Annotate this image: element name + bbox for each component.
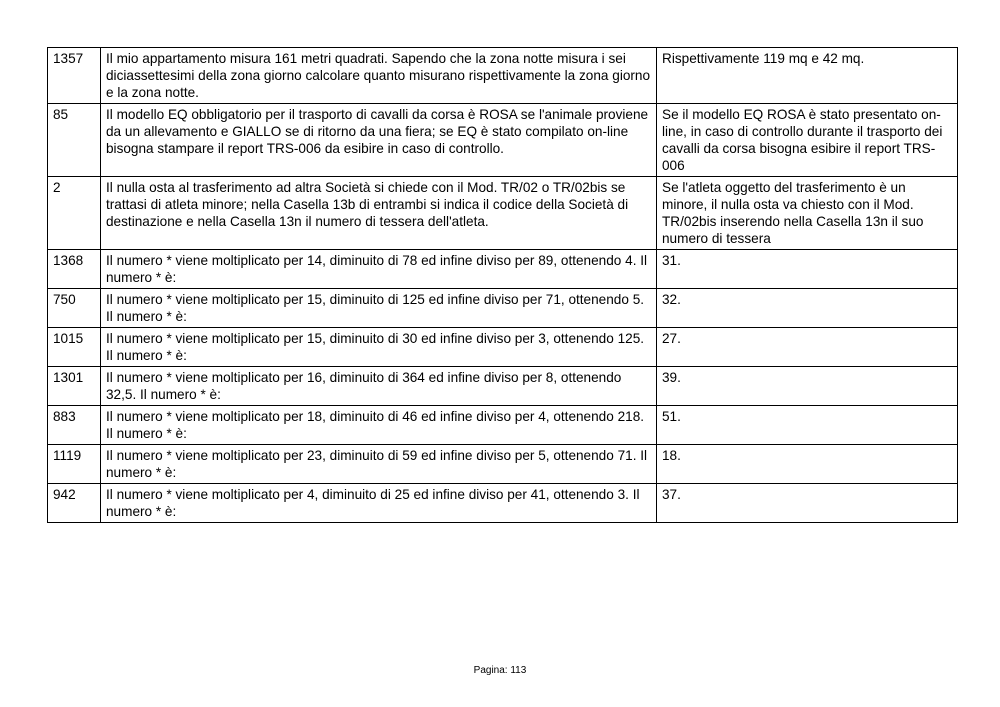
table-row	[48, 367, 958, 406]
question-text-cell: Il nulla osta al trasferimento ad altra Società si chiede con il Mod. TR/02 o TR/02bis se trattasi di atleta minore; nella Casella 13b di entrambi si indica il codice della Società di destinazione e nella Casella 13n il numero di tessera dell'atleta.	[101, 177, 657, 250]
table-row	[48, 250, 958, 289]
question-id-cell: 1301	[48, 367, 101, 406]
table-row	[48, 406, 958, 445]
answer-text-cell: Se il modello EQ ROSA è stato presentato on-line, in caso di controllo durante il trasporto dei cavalli da corsa bisogna esibire il report TRS-006	[657, 104, 958, 177]
question-text-cell: Il numero * viene moltiplicato per 15, diminuito di 125 ed infine diviso per 71, ottenendo 5. Il numero * è:	[101, 289, 657, 328]
answer-text-cell: 39.	[657, 367, 958, 406]
answer-text-cell: 27.	[657, 328, 958, 367]
questions-table-body	[48, 48, 958, 523]
page-number-footer: Pagina: 113	[473, 665, 527, 676]
question-text-cell: Il numero * viene moltiplicato per 15, diminuito di 30 ed infine diviso per 3, ottenendo 125. Il numero * è:	[101, 328, 657, 367]
table-row	[48, 445, 958, 484]
question-id-cell: 1015	[48, 328, 101, 367]
questions-table	[47, 47, 958, 523]
table-row	[48, 484, 958, 523]
answer-text-cell: 37.	[657, 484, 958, 523]
question-id-cell: 942	[48, 484, 101, 523]
question-text-cell: Il numero * viene moltiplicato per 4, diminuito di 25 ed infine diviso per 41, ottenendo 3. Il numero * è:	[101, 484, 657, 523]
question-id-cell: 85	[48, 104, 101, 177]
question-text-cell: Il numero * viene moltiplicato per 14, diminuito di 78 ed infine diviso per 89, ottenendo 4. Il numero * è:	[101, 250, 657, 289]
question-id-cell: 750	[48, 289, 101, 328]
answer-text-cell: Se l'atleta oggetto del trasferimento è un minore, il nulla osta va chiesto con il Mod. TR/02bis inserendo nella Casella 13n il suo numero di tessera	[657, 177, 958, 250]
question-id-cell: 883	[48, 406, 101, 445]
question-id-cell: 2	[48, 177, 101, 250]
answer-text-cell: 51.	[657, 406, 958, 445]
answer-text-cell: Rispettivamente 119 mq e 42 mq.	[657, 48, 958, 104]
answer-text-cell: 18.	[657, 445, 958, 484]
table-row	[48, 48, 958, 104]
question-id-cell: 1357	[48, 48, 101, 104]
table-row	[48, 289, 958, 328]
answer-text-cell: 31.	[657, 250, 958, 289]
question-text-cell: Il modello EQ obbligatorio per il trasporto di cavalli da corsa è ROSA se l'animale proviene da un allevamento e GIALLO se di ritorno da una fiera; se EQ è stato compilato on-line bisogna stampare il report TRS-006 da esibire in caso di controllo.	[101, 104, 657, 177]
question-text-cell: Il numero * viene moltiplicato per 18, diminuito di 46 ed infine diviso per 4, ottenendo 218. Il numero * è:	[101, 406, 657, 445]
table-row	[48, 104, 958, 177]
question-id-cell: 1119	[48, 445, 101, 484]
question-text-cell: Il mio appartamento misura 161 metri quadrati. Sapendo che la zona notte misura i sei diciassettesimi della zona giorno calcolare quanto misurano rispettivamente la zona giorno e la zona notte.	[101, 48, 657, 104]
table-row	[48, 177, 958, 250]
answer-text-cell: 32.	[657, 289, 958, 328]
question-text-cell: Il numero * viene moltiplicato per 16, diminuito di 364 ed infine diviso per 8, ottenendo 32,5. Il numero * è:	[101, 367, 657, 406]
question-text-cell: Il numero * viene moltiplicato per 23, diminuito di 59 ed infine diviso per 5, ottenendo 71. Il numero * è:	[101, 445, 657, 484]
question-id-cell: 1368	[48, 250, 101, 289]
table-row	[48, 328, 958, 367]
